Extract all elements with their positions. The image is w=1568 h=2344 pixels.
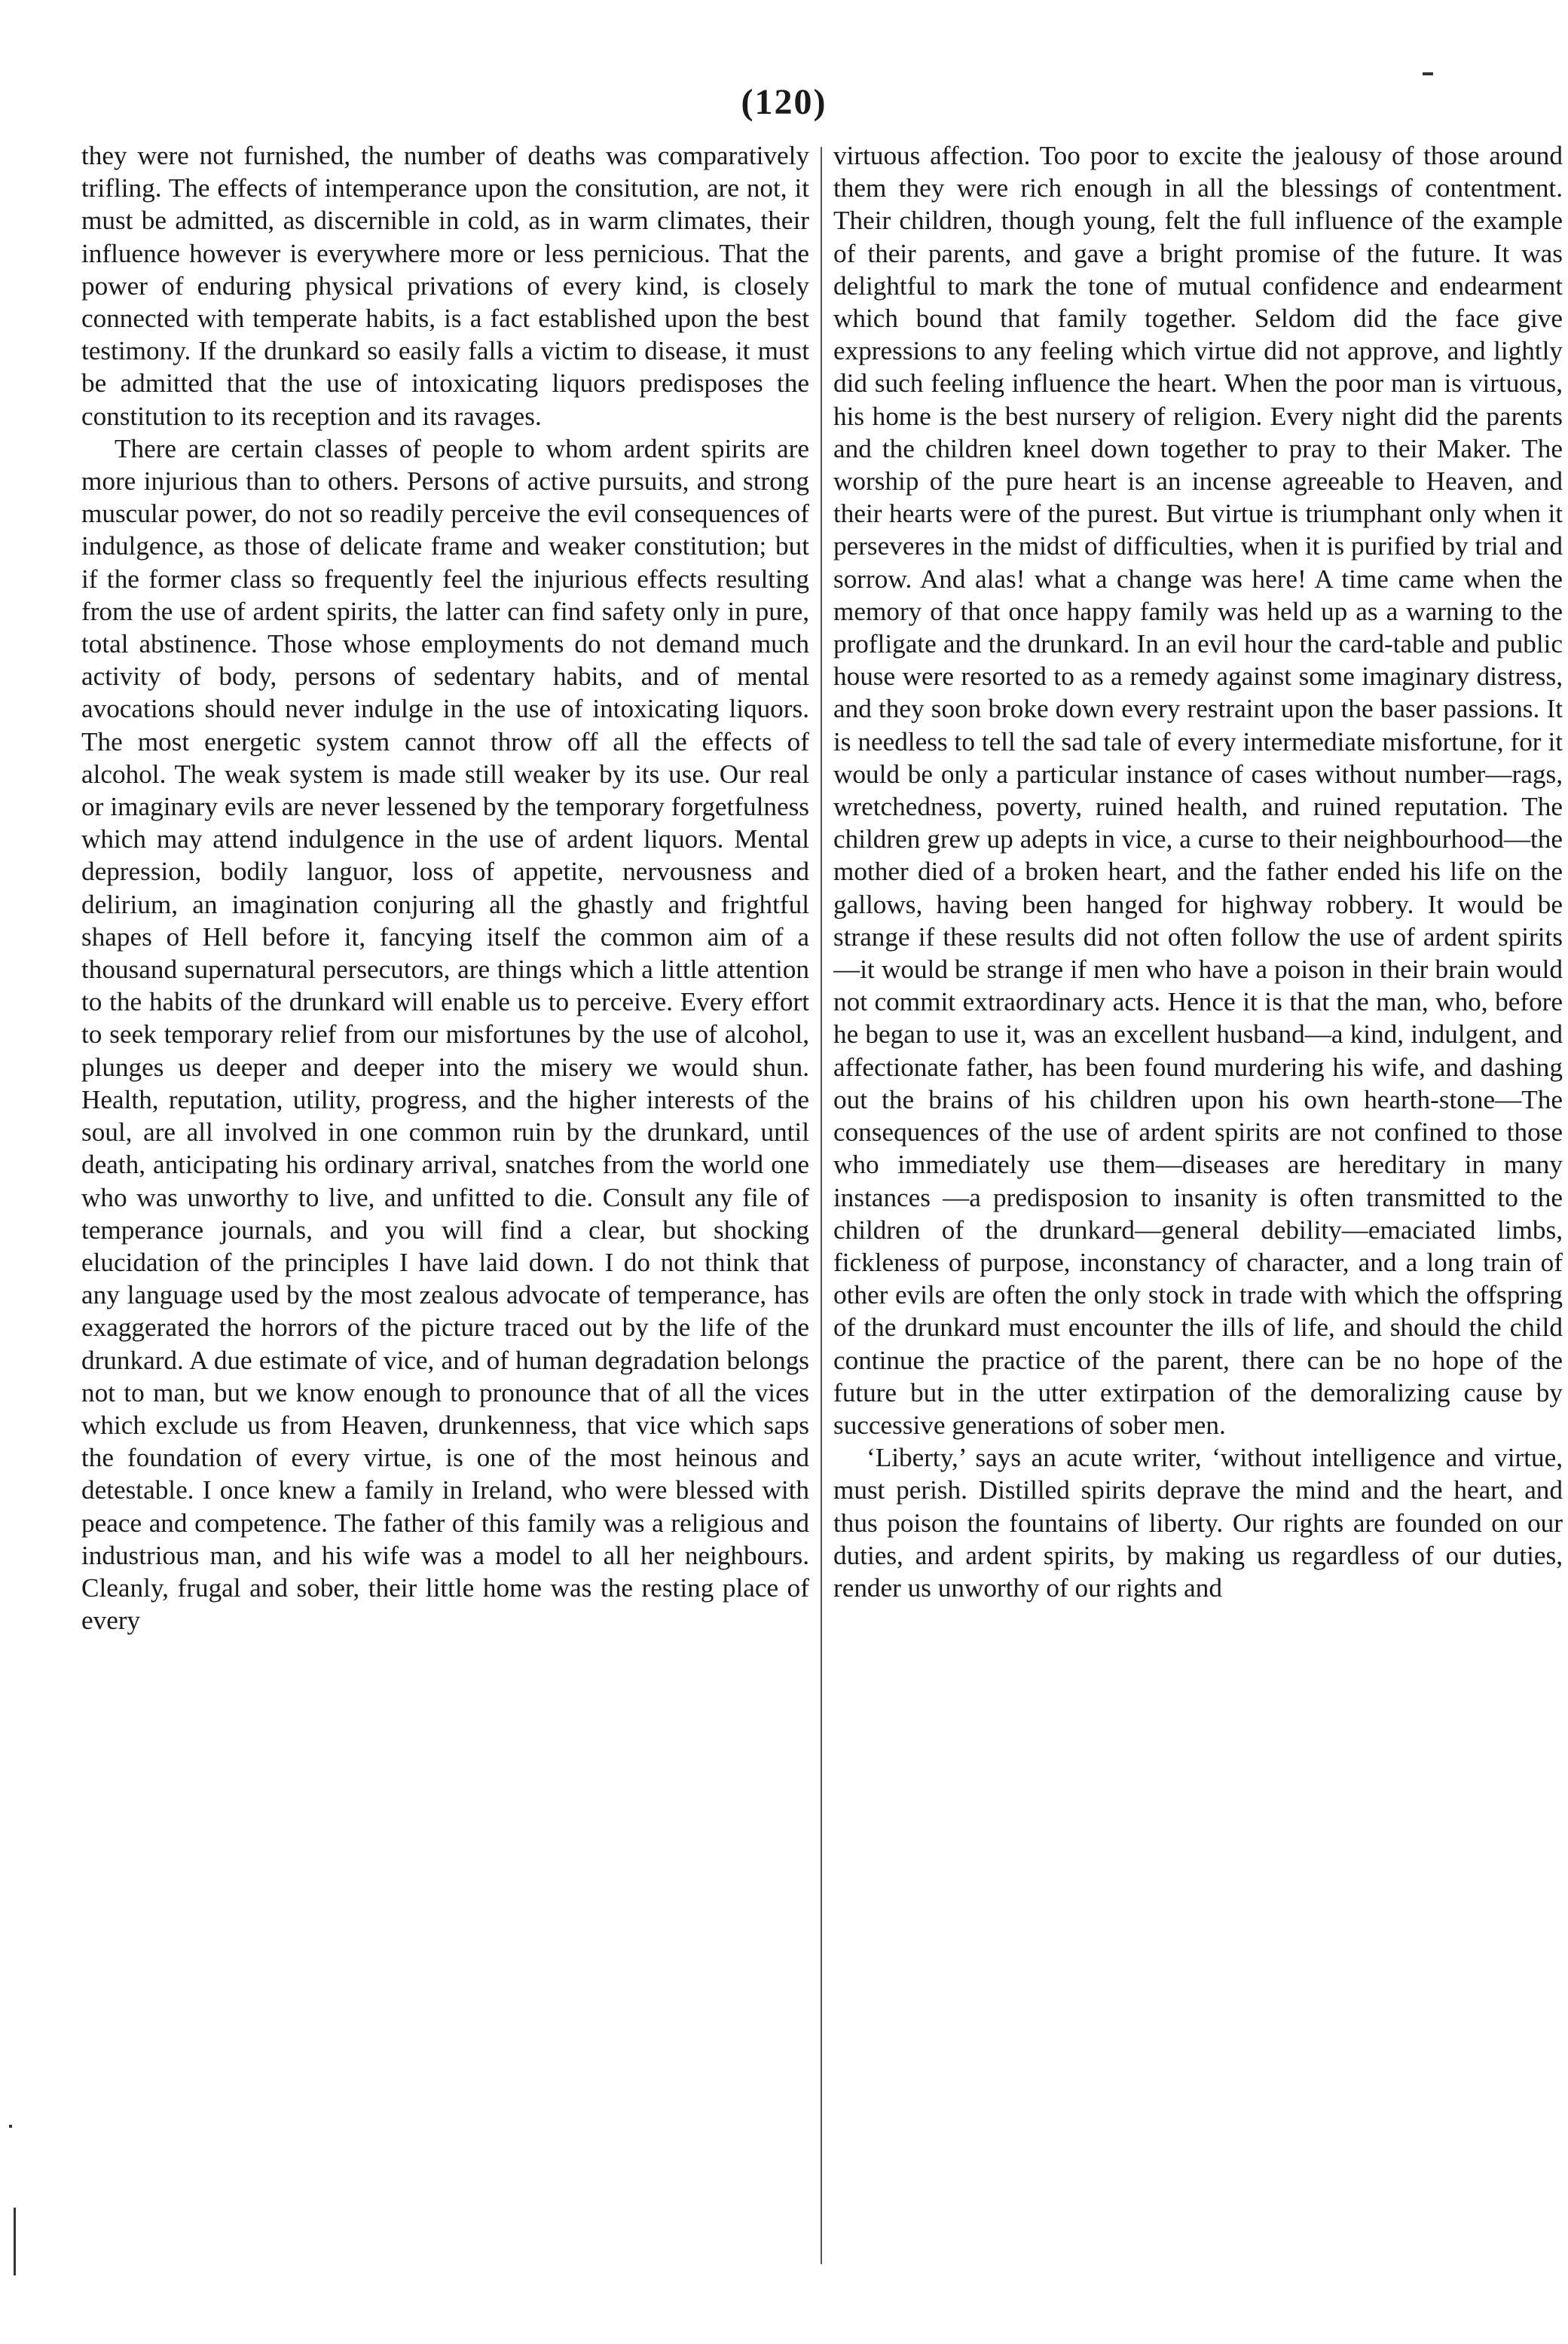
paragraph: virtuous affection. Too poor to excite the jealousy of those around them they were rich enough in all the blessings of contentment. Their children, though young, felt the full influence of the example of their parents, and gave a bright promise of the future. It was delightful to mark the tone of mutual confidence and endearment which bound that family together. Seldom did the face give expressions to any feeling which virtue did not approve, and lightly did such feeling influence the heart. When the poor man is virtuous, his home is the best nursery of religion. Every night did the parents and the children kneel down together to pray to their Maker. The worship of the pure heart is an incense agreeable to Heaven, and their hearts were of the purest. But virtue is triumphant only when it perseveres in the midst of difficulties, when it is purified by trial and sorrow. And alas! what a change was here! A time came when the memory of that once happy family was held up as a warning to the profligate and the drunkard. In an evil hour the card-table and public house were resorted to as a remedy against some imaginary distress, and they soon broke down every restraint upon the baser passions. It is needless to tell the sad tale of every intermediate misfortune, for it would be only a particular instance of cases without number—rags, wretchedness, poverty, ruined health, and ruined reputation. The children grew up adepts in vice, a curse to their neighbourhood—the mother died of a broken heart, and the father ended his life on the gallows, having been hanged for highway robbery. It would be strange if these results did not often follow the use of ardent spirits—it would be strange if men who have a poison in their brain would not commit extraordinary acts. Hence it is that the man, who, before he began to use it, was an excellent husband—a kind, indulgent, and affectionate father, has been found murdering his wife, and dashing out the brains of his children upon his own hearth-stone—The consequences of the use of ardent spirits are not confined to those who immediately use them—diseases are hereditary in many instances —a predisposion to insanity is often transmitted to the children of the drunkard—general debility—emaciated limbs, fickleness of purpose, inconstancy of character, and a long train of other evils are often the only stock in trade with which the offspring of the drunkard must encounter the ills of life, and should the child continue the practice of the parent, there can be no hope of the future but in the utter extirpation of the demoralizing cause by successive generations of sober men. bbox=[833, 141, 1563, 1440]
column-divider bbox=[821, 147, 822, 2264]
paragraph: There are certain classes of people to whom ardent spirits are more injurious than to others. Persons of active pursuits, and strong muscular power, do not so readily perceive the evil consequences of indulgence, as those of delicate frame and weaker constitution; but if the former class so frequently feel the injurious effects resulting from the use of ardent spirits, the latter can find safety only in pure, total abstinence. Those whose employments do not demand much activity of body, persons of sedentary habits, and of mental avocations should never indulge in the use of intoxicating liquors. The most energetic system cannot throw off all the effects of alcohol. The weak system is made still weaker by its use. Our real or imaginary evils are never lessened by the temporary forgetfulness which may attend indulgence in the use of ardent liquors. Mental depression, bodily languor, loss of appetite, nervousness and delirium, an imagination conjuring all the ghastly and frightful shapes of Hell before it, fancying itself the common aim of a thousand supernatural persecutors, are things which a little attention to the habits of the drunkard will enable us to perceive. Every effort to seek temporary relief from our misfortunes by the use of alcohol, plunges us deeper and deeper into the misery we would shun. Health, reputation, utility, progress, and the higher interests of the soul, are all involved in one common ruin by the drunkard, until death, anticipating his ordinary arrival, snatches from the world one who was unworthy to live, and unfitted to die. Consult any file of temperance journals, and you will find a clear, but shocking elucidation of the principles I have laid down. I do not think that any language used by the most zealous advocate of temperance, has exaggerated the horrors of the picture traced out by the life of the drunkard. A due estimate of vice, and of human degradation belongs not to man, but we know enough to pronounce that of all the vices which exclude us from Heaven, drunkenness, that vice which saps the foundation of every virtue, is one of the most heinous and detestable. I once knew a family in Ireland, who were blessed with peace and competence. The father of this family was a religious and industrious man, and his wife was a model to all her neighbours. Cleanly, frugal and sober, their little home was the resting place of every bbox=[81, 433, 809, 1636]
scan-speck bbox=[14, 2208, 16, 2275]
right-column bbox=[833, 139, 1563, 2283]
paragraph: they were not furnished, the number of deaths was comparatively trifling. The effects of intemperance upon the consitution, are not, it must be admitted, as discernible in cold, as in warm climates, their influence however is everywhere more or less pernicious. That the power of enduring physical privations of every kind, is closely connected with temperate habits, is a fact established upon the best testimony. If the drunkard so easily falls a victim to disease, it must be admitted that the use of intoxicating liquors predisposes the constitution to its reception and its ravages. bbox=[81, 141, 809, 431]
scan-speck bbox=[9, 2125, 12, 2128]
scan-speck bbox=[1423, 72, 1433, 75]
page-number: (120) bbox=[741, 82, 827, 122]
paragraph: ‘Liberty,’ says an acute writer, ‘without intelligence and virtue, must perish. Distilled spirits deprave the mind and the heart, and thus poison the fountains of liberty. Our rights are founded on our duties, and ardent spirits, by making us regardless of our duties, render us unworthy of our rights and bbox=[833, 1443, 1563, 1603]
left-column bbox=[81, 139, 809, 2283]
